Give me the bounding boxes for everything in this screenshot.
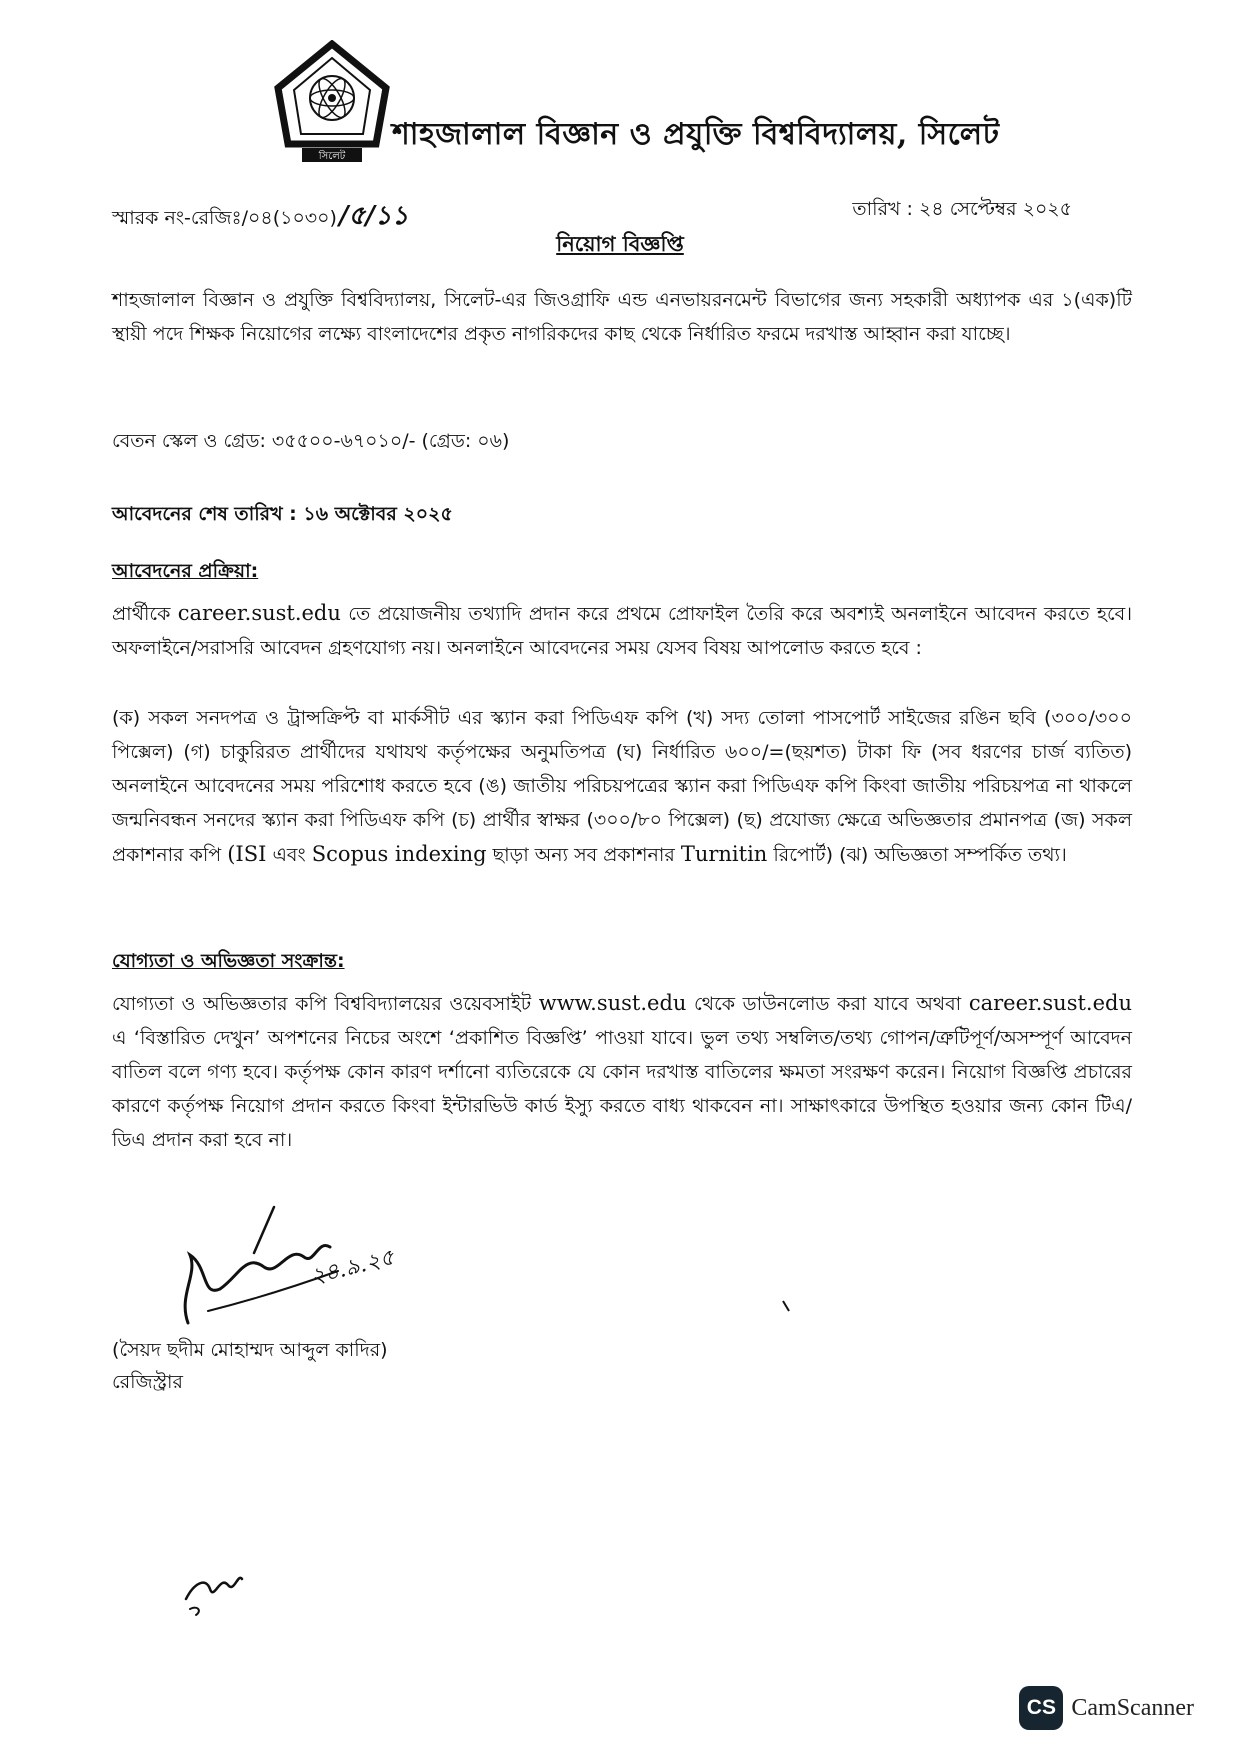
career-site-link-2[interactable]: career.sust.edu (968, 991, 1132, 1015)
memo-number-prefix: স্মারক নং-রেজিঃ/০৪(১০৩০) (112, 207, 337, 229)
qualification-text-mid: থেকে ডাউনলোড করা যাবে অথবা (686, 993, 969, 1015)
turnitin-text: Turnitin (680, 842, 768, 866)
logo-text: সিলেট (318, 151, 346, 162)
university-name: শাহজালাল বিজ্ঞান ও প্রযুক্তি বিশ্ববিদ্যালয়, সিলেট (392, 117, 1000, 152)
deadline-line: আবেদনের শেষ তারিখ : ১৬ অক্টোবর ২০২৫ (112, 503, 453, 525)
intro-paragraph: শাহজালাল বিজ্ঞান ও প্রযুক্তি বিশ্ববিদ্যালয়, সিলেট-এর জিওগ্রাফি এন্ড এনভায়রনমেন্ট বিভাগের জন্য সহকারী অধ্যাপক এর ১(এক)টি স্থায়ী পদে শিক্ষক নিয়োগের লক্ষ্যে বাংলাদেশের প্রকৃত নাগরিকদের কাছ থেকে নির্ধারিত ফরমে দরখাস্ত আহ্বান করা যাচ্ছে। (112, 289, 1132, 345)
camscanner-label: CamScanner (1071, 1694, 1194, 1721)
qualification-paragraph (112, 986, 1132, 1157)
signature-date: ২৪.৯.২৫ (308, 1245, 397, 1290)
memo-number-handwritten: /৫/১১ (338, 201, 409, 231)
notice-title: নিয়োগ বিজ্ঞপ্তি (556, 232, 684, 256)
scopus-text: Scopus indexing (311, 842, 487, 866)
camscanner-watermark (1019, 1686, 1194, 1730)
qualification-heading: যোগ্যতা ও অভিজ্ঞতা সংক্রান্ত: (112, 950, 345, 972)
process-heading: আবেদনের প্রক্রিয়া: (112, 560, 259, 582)
process-text-rest: তে প্রয়োজনীয় তথ্যাদি প্রদান করে প্রথমে প্রোফাইল তৈরি করে অবশ্যই অনলাইনে আবেদন করতে হবে। অফলাইনে/সরাসরি আবেদন গ্রহণযোগ্য নয়। অনলাইনে আবেদনের সময় যেসব বিষয় আপলোড করতে হবে : (112, 603, 1132, 659)
career-site-link[interactable]: career.sust.edu (177, 601, 341, 625)
initials-signature (180, 1565, 250, 1620)
sust-website-link[interactable]: www.sust.edu (538, 991, 687, 1015)
university-logo (272, 40, 392, 165)
documents-paragraph (112, 701, 1132, 872)
signatory-name: (সৈয়দ ছদীম মোহাম্মদ আব্দুল কাদির) (112, 1339, 388, 1361)
isi-text: (ISI (227, 842, 267, 866)
documents-end: রিপোর্ট) (ঝ) অভিজ্ঞতা সম্পর্কিত তথ্য। (767, 844, 1067, 866)
qualification-text-rest: এ ‘বিস্তারিত দেখুন’ অপশনের নিচের অংশে ‘প্রকাশিত বিজ্ঞপ্তি’ পাওয়া যাবে। ভুল তথ্য সম্বলিত/তথ্য গোপন/ত্রুটিপূর্ণ/অসম্পূর্ণ আবেদন বাতিল বলে গণ্য হবে। কর্তৃপক্ষ কোন কারণ দর্শানো ব্যতিরেকে যে কোন দরখাস্ত বাতিলের ক্ষমতা সংরক্ষণ করেন। নিয়োগ বিজ্ঞপ্তি প্রচারের কারণে কর্তৃপক্ষ নিয়োগ প্রদান করতে কিংবা ইন্টারভিউ কার্ড ইস্যু করতে বাধ্য থাকবেন না। সাক্ষাৎকারে উপস্থিত হওয়ার জন্য কোন টিএ/ডিএ প্রদান করা হবে না। (112, 1027, 1132, 1151)
documents-and: এবং (266, 844, 312, 866)
process-text-start: প্রার্থীকে (112, 603, 178, 625)
salary-line: বেতন স্কেল ও গ্রেড: ৩৫৫০০-৬৭০১০/- (গ্রেড: ০৬) (112, 430, 510, 452)
process-paragraph (112, 596, 1132, 665)
memo-date: তারিখ : ২৪ সেপ্টেম্বর ২০২৫ (852, 198, 1072, 220)
camscanner-logo-icon: CS (1019, 1686, 1063, 1730)
documents-middle: ছাড়া অন্য সব প্রকাশনার (486, 844, 681, 866)
qualification-text-start: যোগ্যতা ও অভিজ্ঞতার কপি বিশ্ববিদ্যালয়ের ওয়েবসাইট (112, 993, 539, 1015)
documents-text: (ক) সকল সনদপত্র ও ট্রান্সক্রিপ্ট বা মার্কসীট এর স্ক্যান করা পিডিএফ কপি (খ) সদ্য তোলা পাসপোর্ট সাইজের রঙিন ছবি (৩০০/৩০০ পিক্সেল) (গ) চাকুরিরত প্রার্থীদের যথাযথ কর্তৃপক্ষের অনুমতিপত্র (ঘ) নির্ধারিত ৬০০/=(ছয়শত) টাকা ফি (সব ধরণের চার্জ ব্যতিত) অনলাইনে আবেদনের সময় পরিশোধ করতে হবে (ঙ) জাতীয় পরিচয়পত্রের স্ক্যান করা পিডিএফ কপি কিংবা জাতীয় পরিচয়পত্র না থাকলে জন্মনিবন্ধন সনদের স্ক্যান করা পিডিএফ কপি (চ) প্রার্থীর স্বাক্ষর (৩০০/৮০ পিক্সেল) (ছ) প্রযোজ্য ক্ষেত্রে অভিজ্ঞতার প্রমানপত্র (জ) সকল প্রকাশনার কপি (112, 707, 1132, 866)
signatory-title: রেজিস্ট্রার (112, 1371, 183, 1393)
stray-mark-icon (782, 1300, 790, 1312)
